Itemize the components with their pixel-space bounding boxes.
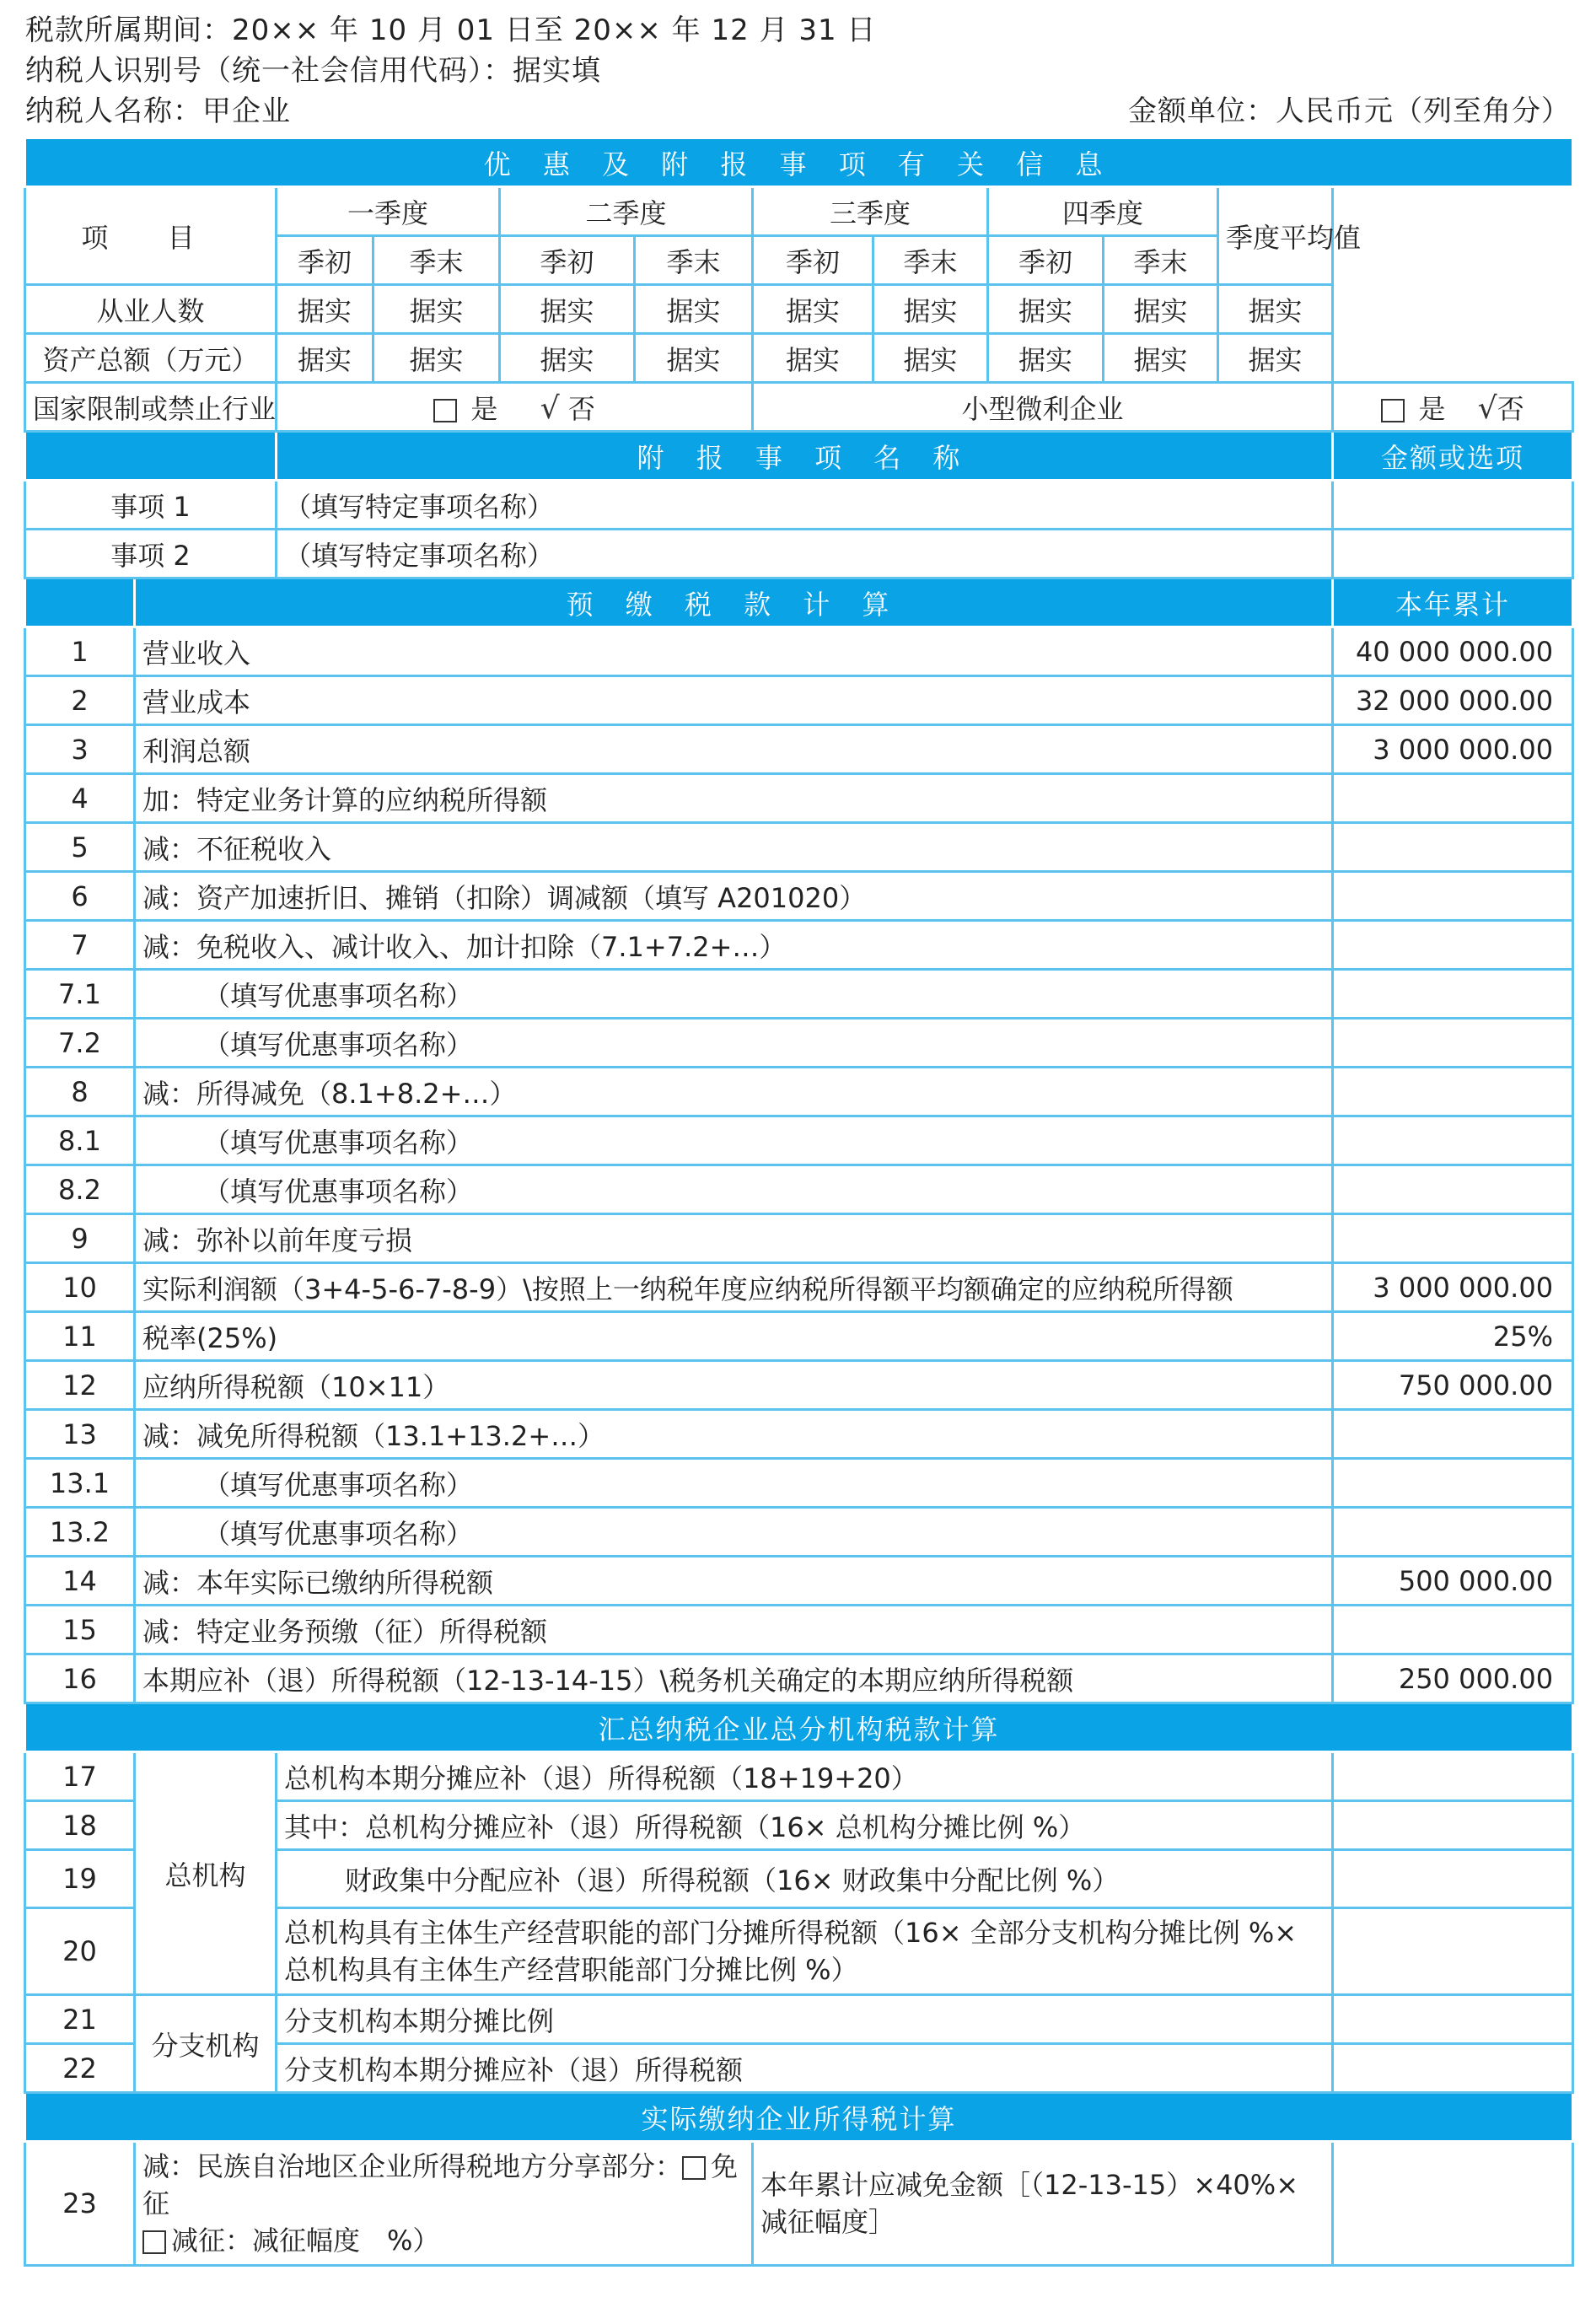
row-number: 5 [25, 823, 135, 872]
small-no-label: 否 [1497, 392, 1524, 425]
consolidated-row [25, 1752, 1573, 1801]
row-amount[interactable]: 500 000.00 [1333, 1557, 1573, 1606]
attached-item-label: 事项 2 [25, 530, 277, 578]
row-amount[interactable] [1333, 1801, 1573, 1850]
calc-row [25, 774, 1573, 823]
row-number: 20 [25, 1908, 135, 1995]
attached-item-label: 事项 1 [25, 481, 277, 530]
assets-cell[interactable]: 据实 [1104, 334, 1218, 383]
calc-row [25, 1019, 1573, 1068]
reduction-label: 减：民族自治地区企业所得税地方分享部分： [142, 2150, 683, 2182]
reduction-amount-formula: 本年累计应减免金额［（12-13-15）×40%× 减征幅度］ [753, 2142, 1333, 2266]
row-description: 总机构本期分摊应补（退）所得税额（18+19+20） [277, 1752, 1333, 1801]
calc-row [25, 1361, 1573, 1410]
row-number: 15 [25, 1606, 135, 1654]
q3-end: 季末 [873, 236, 988, 285]
quarter-3-header: 三季度 [753, 187, 988, 236]
row-number: 3 [25, 725, 135, 774]
row-amount[interactable] [1333, 1214, 1573, 1263]
attached-header-row [25, 432, 1573, 481]
employees-cell[interactable]: 据实 [873, 285, 988, 334]
q1-end: 季末 [373, 236, 500, 285]
assets-cell[interactable]: 据实 [500, 334, 635, 383]
calc-row [25, 1116, 1573, 1165]
small-yes-checkbox[interactable] [1381, 399, 1405, 422]
row-number: 16 [25, 1654, 135, 1703]
q1-start: 季初 [277, 236, 373, 285]
row-amount[interactable] [1333, 970, 1573, 1019]
amount-unit: 金额单位：人民币元（列至角分） [1128, 94, 1571, 128]
assets-average[interactable]: 据实 [1218, 334, 1333, 383]
row-number: 9 [25, 1214, 135, 1263]
consolidated-header-row [25, 1703, 1573, 1752]
employees-cell[interactable]: 据实 [500, 285, 635, 334]
row-number: 2 [25, 676, 135, 725]
restricted-yes-label: 是 [470, 392, 498, 425]
industry-row [25, 383, 1573, 432]
row-amount[interactable] [1333, 1459, 1573, 1508]
row-amount[interactable]: 3 000 000.00 [1333, 725, 1573, 774]
row-number: 7.1 [25, 970, 135, 1019]
row-amount[interactable] [1333, 1019, 1573, 1068]
tax-period: 税款所属期间：20×× 年 10 月 01 日至 20×× 年 12 月 31 日 [25, 13, 877, 47]
row-amount[interactable]: 750 000.00 [1333, 1361, 1573, 1410]
restricted-no-label: 否 [567, 392, 595, 425]
average-header: 季度平均值 [1218, 187, 1333, 285]
row-description: （填写优惠事项名称） [135, 1019, 1333, 1068]
calc-row [25, 1068, 1573, 1116]
calc-row [25, 1214, 1573, 1263]
row-amount[interactable] [1333, 774, 1573, 823]
attached-amount-header: 金额或选项 [1333, 432, 1573, 481]
row-amount[interactable] [1333, 1165, 1573, 1214]
calc-row [25, 1654, 1573, 1703]
row-description: 减：所得减免（8.1+8.2+…） [135, 1068, 1333, 1116]
calc-row [25, 970, 1573, 1019]
calc-row [25, 1606, 1573, 1654]
attached-item-amount[interactable] [1333, 481, 1573, 530]
assets-row [25, 334, 1573, 383]
row-description: 减：特定业务预缴（征）所得税额 [135, 1606, 1333, 1654]
row-amount[interactable]: 32 000 000.00 [1333, 676, 1573, 725]
row-amount[interactable] [1333, 2142, 1573, 2266]
assets-cell[interactable]: 据实 [373, 334, 500, 383]
row-amount[interactable] [1333, 2044, 1573, 2093]
quarter-2-header: 二季度 [500, 187, 753, 236]
quarter-4-header: 四季度 [988, 187, 1218, 236]
row-number: 12 [25, 1361, 135, 1410]
attached-item-amount[interactable] [1333, 530, 1573, 578]
row-number: 23 [25, 2142, 135, 2266]
row-number: 21 [25, 1995, 135, 2044]
assets-cell[interactable]: 据实 [988, 334, 1104, 383]
employees-cell[interactable]: 据实 [277, 285, 373, 334]
calc-row [25, 1459, 1573, 1508]
row-description: 利润总额 [135, 725, 1333, 774]
restricted-no-check-icon[interactable]: √ [540, 390, 560, 426]
row-description: （填写优惠事项名称） [135, 970, 1333, 1019]
attached-item-text[interactable]: （填写特定事项名称） [277, 481, 1333, 530]
row-23 [25, 2142, 1573, 2266]
branch-label: 分支机构 [135, 1995, 277, 2093]
row-number: 8.1 [25, 1116, 135, 1165]
exempt-checkbox[interactable] [682, 2156, 706, 2180]
calc-row [25, 1410, 1573, 1459]
actual-title: 实际缴纳企业所得税计算 [25, 2093, 1573, 2142]
employees-cell[interactable]: 据实 [373, 285, 500, 334]
row-number: 19 [25, 1850, 135, 1908]
row-description: 本期应补（退）所得税额（12-13-14-15）\税务机关确定的本期应纳所得税额 [135, 1654, 1333, 1703]
calc-row [25, 1557, 1573, 1606]
row-number: 22 [25, 2044, 135, 2093]
reduce-label: 减征：减征幅度 %） [171, 2224, 440, 2257]
employees-cell[interactable]: 据实 [753, 285, 873, 334]
employees-cell[interactable]: 据实 [635, 285, 753, 334]
row-number: 11 [25, 1312, 135, 1361]
row-description: 减：资产加速折旧、摊销（扣除）调减额（填写 A201020） [135, 872, 1333, 921]
calc-row [25, 627, 1573, 676]
small-yes-label: 是 [1418, 392, 1446, 425]
row-amount[interactable] [1333, 1068, 1573, 1116]
row-number: 1 [25, 627, 135, 676]
row-number: 8.2 [25, 1165, 135, 1214]
row-amount[interactable] [1333, 1508, 1573, 1557]
row-number: 4 [25, 774, 135, 823]
calc-header-blank [25, 578, 135, 627]
actual-header-row [25, 2093, 1573, 2142]
row-description: 减：弥补以前年度亏损 [135, 1214, 1333, 1263]
assets-cell[interactable]: 据实 [753, 334, 873, 383]
row-number: 7.2 [25, 1019, 135, 1068]
row-description: （填写优惠事项名称） [135, 1459, 1333, 1508]
q4-end: 季末 [1104, 236, 1218, 285]
q4-start: 季初 [988, 236, 1104, 285]
row-number: 13.2 [25, 1508, 135, 1557]
row-description: 减：减免所得税额（13.1+13.2+…） [135, 1410, 1333, 1459]
row-number: 18 [25, 1801, 135, 1850]
row-amount[interactable]: 25% [1333, 1312, 1573, 1361]
row-number: 7 [25, 921, 135, 970]
row-amount[interactable] [1333, 1908, 1573, 1995]
calc-title: 预 缴 税 款 计 算 [135, 578, 1333, 627]
restricted-industry-options [277, 383, 753, 432]
row-amount[interactable] [1333, 823, 1573, 872]
calc-row [25, 823, 1573, 872]
q2-start: 季初 [500, 236, 635, 285]
row-number: 17 [25, 1752, 135, 1801]
tax-return-form [24, 137, 1574, 2267]
row-amount[interactable]: 250 000.00 [1333, 1654, 1573, 1703]
calc-amount-header: 本年累计 [1333, 578, 1573, 627]
row-number: 13.1 [25, 1459, 135, 1508]
item-label: 项 目 [25, 187, 277, 285]
row-amount[interactable] [1333, 1850, 1573, 1908]
attached-name-header: 附 报 事 项 名 称 [277, 432, 1333, 481]
row-description: 总机构具有主体生产经营职能的部门分摊所得税额（16× 全部分支机构分摊比例 %× 总机构具有主体生产经营职能部门分摊比例 %） [277, 1908, 1333, 1995]
q2-end: 季末 [635, 236, 753, 285]
row-amount[interactable] [1333, 1752, 1573, 1801]
row-description: 分支机构本期分摊比例 [277, 1995, 1333, 2044]
row-description: 营业收入 [135, 627, 1333, 676]
row-description: 实际利润额（3+4-5-6-7-8-9）\按照上一纳税年度应纳税所得额平均额确定的应纳税所得额 [135, 1263, 1333, 1312]
row-description: 减：本年实际已缴纳所得税额 [135, 1557, 1333, 1606]
row-amount[interactable] [1333, 872, 1573, 921]
small-enterprise-label: 小型微利企业 [753, 383, 1333, 432]
consolidated-row [25, 1995, 1573, 2044]
row-amount[interactable] [1333, 1410, 1573, 1459]
calc-row [25, 921, 1573, 970]
employees-average[interactable]: 据实 [1218, 285, 1333, 334]
row-number: 6 [25, 872, 135, 921]
row-number: 13 [25, 1410, 135, 1459]
exempt-label: 免征 [142, 2150, 739, 2219]
reduce-checkbox[interactable] [142, 2230, 166, 2254]
preferential-title-row [25, 138, 1573, 187]
row-amount[interactable] [1333, 1116, 1573, 1165]
calc-row [25, 725, 1573, 774]
row-description: （填写优惠事项名称） [135, 1116, 1333, 1165]
ethnic-autonomous-reduction [135, 2142, 753, 2266]
attached-item-row [25, 530, 1573, 578]
row-description: 加：特定业务计算的应纳税所得额 [135, 774, 1333, 823]
assets-cell[interactable]: 据实 [277, 334, 373, 383]
calc-row [25, 1165, 1573, 1214]
row-amount[interactable]: 40 000 000.00 [1333, 627, 1573, 676]
calc-header-row [25, 578, 1573, 627]
assets-cell[interactable]: 据实 [873, 334, 988, 383]
row-number: 14 [25, 1557, 135, 1606]
taxpayer-id: 纳税人识别号（统一社会信用代码）：据实填 [25, 54, 601, 88]
quarter-1-header: 一季度 [277, 187, 500, 236]
calc-row [25, 1263, 1573, 1312]
small-enterprise-options [1333, 383, 1573, 432]
row-description: 财政集中分配应补（退）所得税额（16× 财政集中分配比例 %） [277, 1850, 1333, 1908]
head-office-label: 总机构 [135, 1752, 277, 1995]
consolidated-title: 汇总纳税企业总分机构税款计算 [25, 1703, 1573, 1752]
row-description: 其中：总机构分摊应补（退）所得税额（16× 总机构分摊比例 %） [277, 1801, 1333, 1850]
row-description: （填写优惠事项名称） [135, 1508, 1333, 1557]
row-description: 税率(25%) [135, 1312, 1333, 1361]
row-description: 减：免税收入、减计收入、加计扣除（7.1+7.2+…） [135, 921, 1333, 970]
q3-start: 季初 [753, 236, 873, 285]
calc-rows [25, 627, 1573, 1703]
employees-cell[interactable]: 据实 [988, 285, 1104, 334]
employees-row [25, 285, 1573, 334]
calc-row [25, 1508, 1573, 1557]
row-description: 减：不征税收入 [135, 823, 1333, 872]
quarter-header-row [25, 187, 1573, 236]
preferential-title: 优 惠 及 附 报 事 项 有 关 信 息 [25, 138, 1573, 187]
attached-header-blank [25, 432, 277, 481]
employees-cell[interactable]: 据实 [1104, 285, 1218, 334]
row-description: 营业成本 [135, 676, 1333, 725]
assets-label: 资产总额（万元） [25, 334, 277, 383]
small-no-check-icon[interactable]: √ [1477, 390, 1497, 426]
row-amount[interactable] [1333, 1606, 1573, 1654]
restricted-yes-checkbox[interactable] [433, 399, 457, 422]
row-description: 分支机构本期分摊应补（退）所得税额 [277, 2044, 1333, 2093]
assets-cell[interactable]: 据实 [635, 334, 753, 383]
calc-row [25, 1312, 1573, 1361]
taxpayer-name: 纳税人名称：甲企业 [25, 94, 291, 128]
row-amount[interactable] [1333, 1995, 1573, 2044]
row-description: （填写优惠事项名称） [135, 1165, 1333, 1214]
calc-row [25, 872, 1573, 921]
row-amount[interactable] [1333, 921, 1573, 970]
row-amount[interactable]: 3 000 000.00 [1333, 1263, 1573, 1312]
calc-row [25, 676, 1573, 725]
employees-label: 从业人数 [25, 285, 277, 334]
row-number: 8 [25, 1068, 135, 1116]
attached-item-text[interactable]: （填写特定事项名称） [277, 530, 1333, 578]
restricted-industry-label: 国家限制或禁止行业 [25, 383, 277, 432]
row-description: 应纳所得税额（10×11） [135, 1361, 1333, 1410]
row-number: 10 [25, 1263, 135, 1312]
attached-item-row [25, 481, 1573, 530]
